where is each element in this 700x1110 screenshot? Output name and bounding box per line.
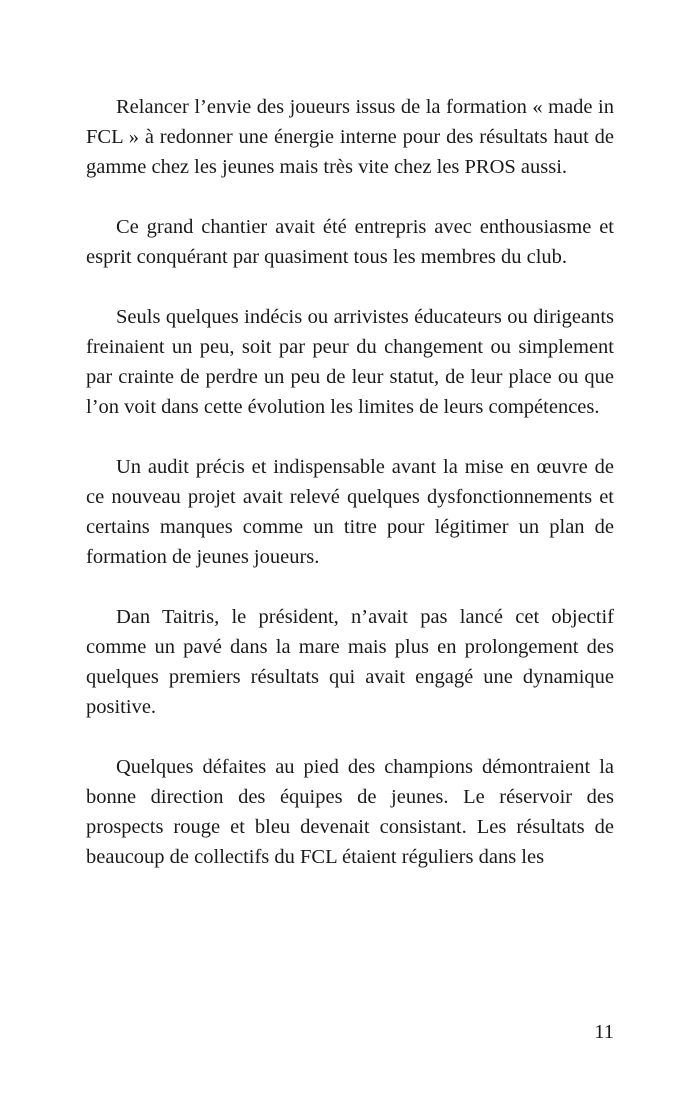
paragraph-3: Seuls quelques indécis ou arrivistes éducateurs ou dirigeants freinaient un peu, soit par peur du changement ou simplement par crainte de perdre un peu de leur statut, de leur place ou que l’on voit dans cette évolution les limites de leurs compétences. [86,306,614,418]
paragraph-4: Un audit précis et indispensable avant la mise en œuvre de ce nouveau projet avait relevé quelques dysfonctionnements et certains manques comme un titre pour légitimer un plan de formation de jeunes joueurs. [86,456,614,568]
paragraph-6: Quelques défaites au pied des champions démontraient la bonne direction des équipes de jeunes. Le réservoir des prospects rouge et bleu devenait consistant. Les résultats de beaucoup de collectifs du FCL étaient réguliers dans les [86,756,614,868]
paragraph-2: Ce grand chantier avait été entrepris avec enthousiasme et esprit conquérant par quasiment tous les membres du club. [86,216,614,268]
page-body [86,92,614,872]
page-number: 11 [594,1021,614,1043]
paragraph-1: Relancer l’envie des joueurs issus de la formation « made in FCL » à redonner une énergie interne pour des résultats haut de gamme chez les jeunes mais très vite chez les PROS aussi. [86,96,614,178]
paragraph-5: Dan Taitris, le président, n’avait pas lancé cet objectif comme un pavé dans la mare mais plus en prolongement des quelques premiers résultats qui avait engagé une dynamique positive. [86,606,614,718]
